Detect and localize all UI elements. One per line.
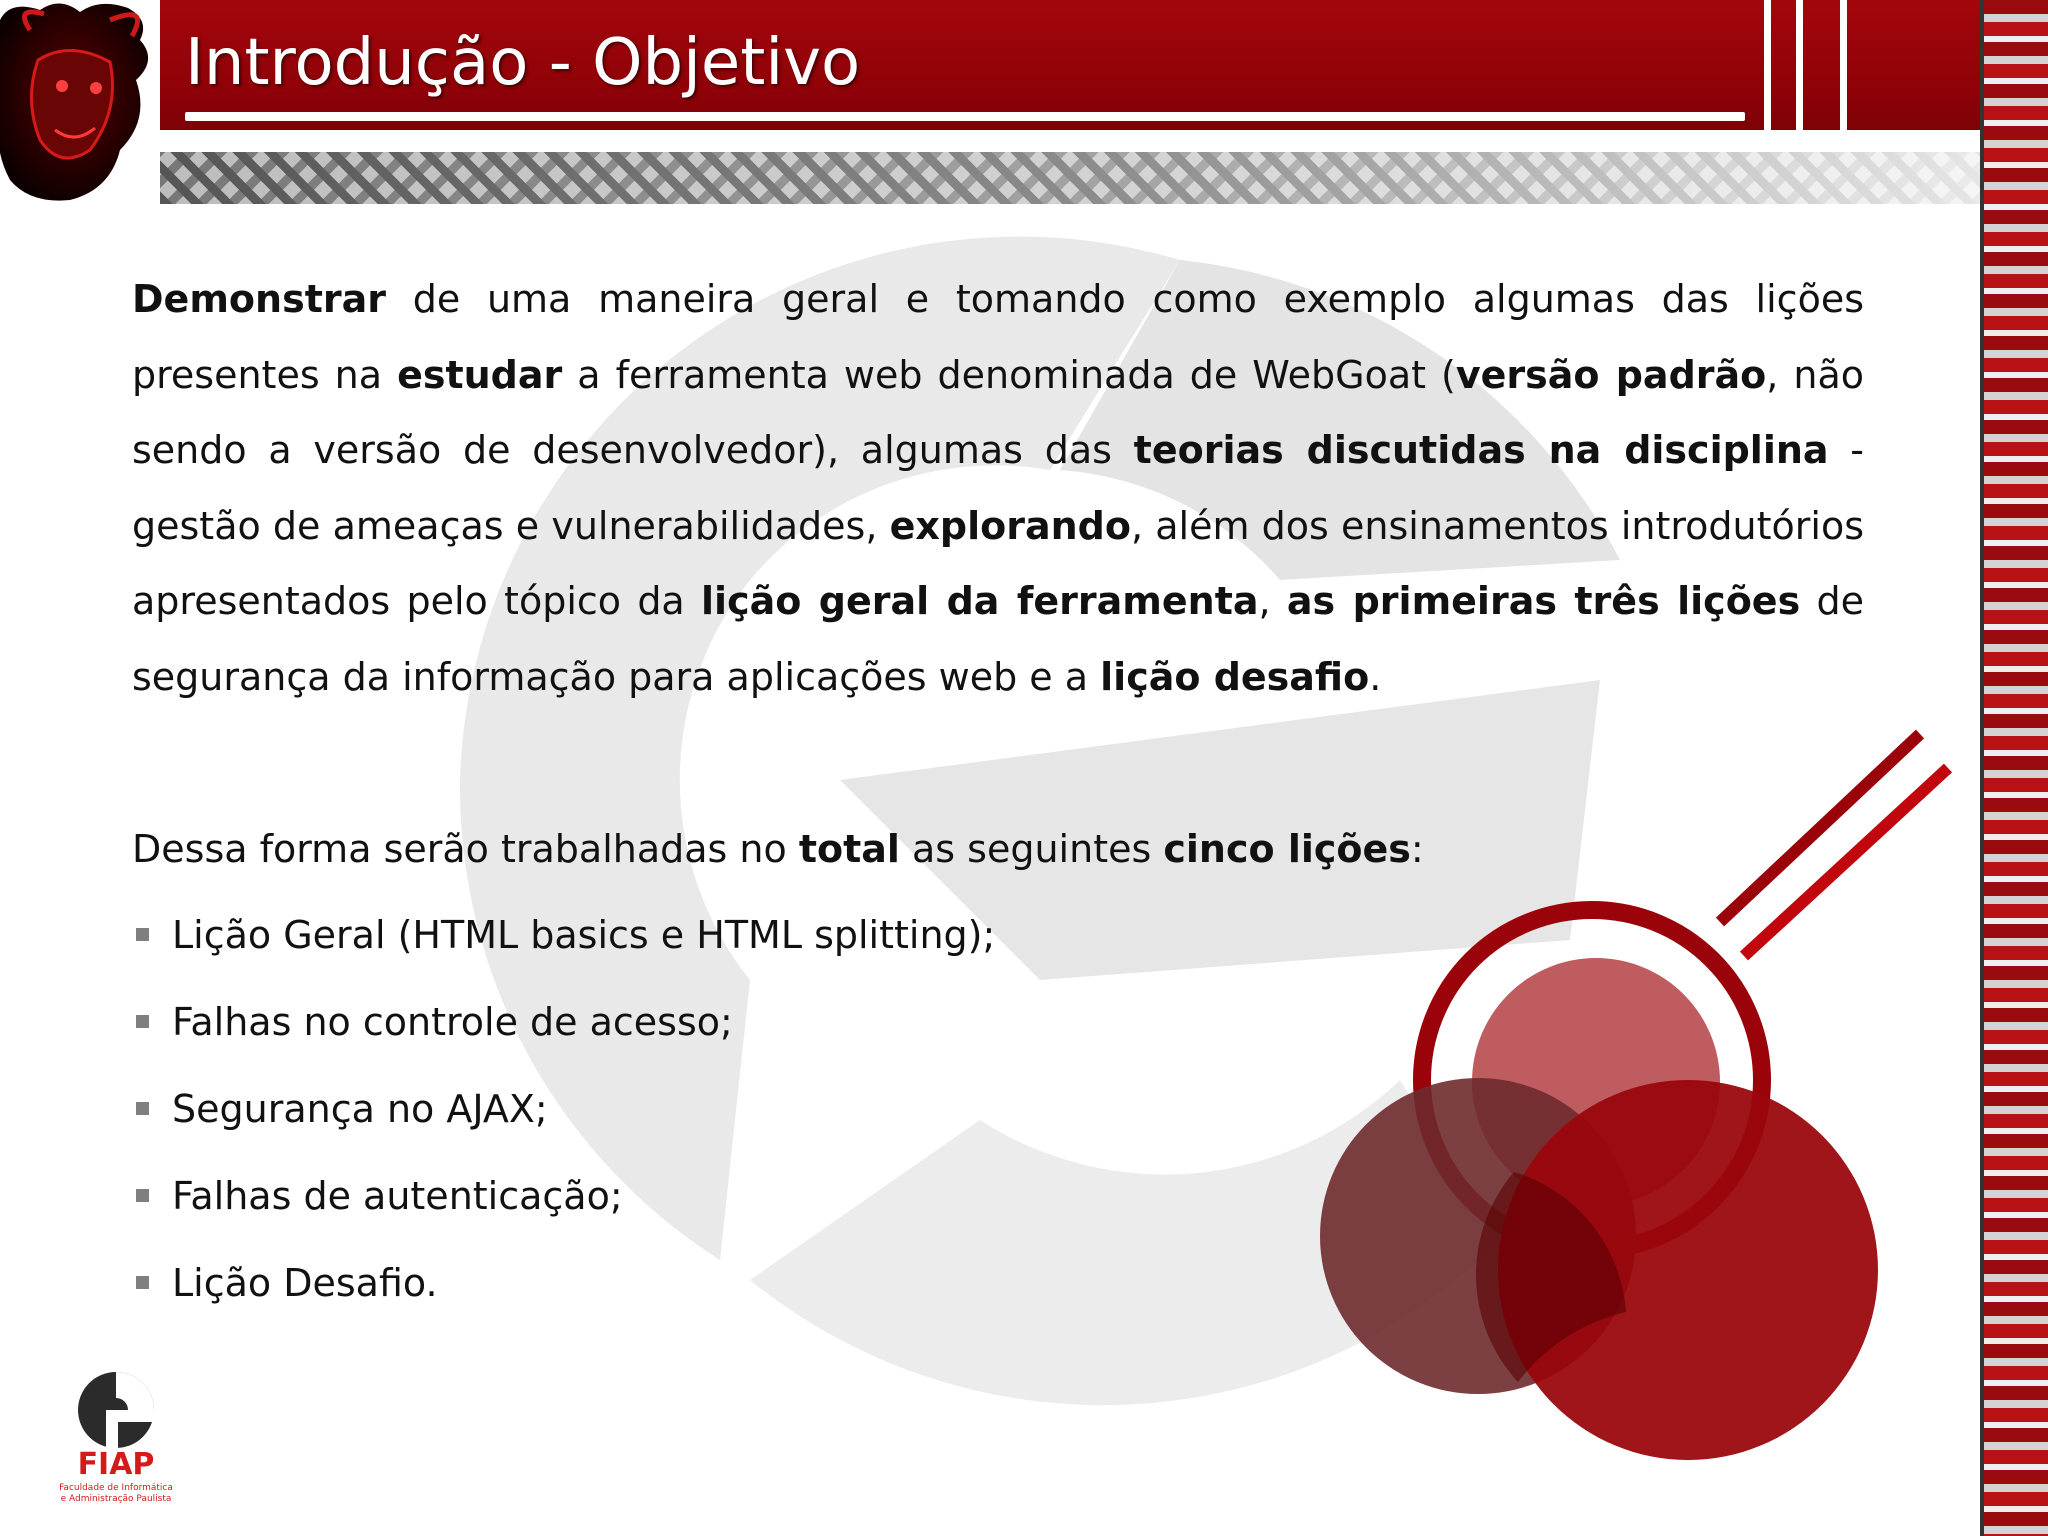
summary-text-run: Dessa forma serão trabalhadas no	[132, 827, 799, 871]
right-border-line	[1980, 0, 1984, 1536]
square-bullet-icon	[136, 1102, 149, 1115]
intro-text-run: de segurança da informação para aplicações web e a	[132, 579, 1864, 699]
intro-text-run: a ferramenta web denominada de WebGoat (	[562, 352, 1456, 397]
list-item	[132, 898, 995, 985]
list-item	[132, 1159, 995, 1246]
header-divider	[1764, 0, 1771, 130]
intro-text-run: ,	[1258, 579, 1287, 623]
summary-bold-run: total	[798, 827, 900, 871]
lesson-label: Falhas de autenticação;	[172, 1174, 623, 1218]
intro-paragraph	[132, 262, 1864, 715]
square-bullet-icon	[136, 1276, 149, 1289]
lesson-list	[132, 898, 995, 1333]
square-bullet-icon	[136, 928, 149, 941]
page-title: Introdução - Objetivo	[185, 26, 861, 100]
intro-bold-run: as primeiras três lições	[1286, 579, 1801, 623]
lesson-label: Lição Geral (HTML basics e HTML splitting);	[172, 913, 996, 957]
intro-bold-run: lição geral da ferramenta	[701, 579, 1259, 623]
list-item	[132, 985, 995, 1072]
summary-bold-run: cinco lições	[1163, 827, 1411, 871]
header-divider	[1796, 0, 1803, 130]
intro-bold-run: explorando	[889, 503, 1131, 548]
goat-logo-icon	[0, 0, 160, 204]
list-item	[132, 1246, 995, 1333]
intro-bold-run: versão padrão	[1455, 352, 1767, 397]
intro-bold-run: lição desafio	[1100, 654, 1370, 699]
summary-text-run: :	[1410, 827, 1424, 871]
intro-text-run: , não sendo a versão de desenvolvedor), algumas das	[132, 352, 1864, 472]
lesson-label: Falhas no controle de acesso;	[172, 1000, 733, 1044]
intro-text-run: , além dos ensinamentos introdutórios apresentados pelo tópico da	[132, 503, 1865, 623]
lesson-label: Lição Desafio.	[172, 1261, 438, 1305]
square-bullet-icon	[136, 1015, 149, 1028]
header-pattern-fade	[160, 152, 1980, 204]
lesson-label: Segurança no AJAX;	[172, 1087, 548, 1131]
list-item	[132, 1072, 995, 1159]
fiap-logo-icon	[36, 1370, 196, 1506]
intro-text-run: .	[1369, 654, 1382, 699]
intro-bold-run: estudar	[397, 352, 563, 397]
intro-text-run: - gestão de ameaças e vulnerabilidades,	[132, 428, 1865, 548]
intro-bold-run: Demonstrar	[132, 277, 386, 321]
intro-text-run: de uma maneira geral e tomando como exemplo algumas das lições presentes na	[132, 277, 1864, 397]
fiap-logo-subtitle: e Administração Paulista	[60, 1494, 172, 1504]
lessons-summary	[132, 812, 1424, 887]
decorative-circles-icon	[1280, 720, 1980, 1480]
fiap-logo-subtitle: Faculdade de Informática	[59, 1483, 173, 1493]
intro-bold-run: teorias discutidas na disciplina	[1133, 428, 1829, 472]
right-decorative-border	[1980, 0, 2048, 1536]
square-bullet-icon	[136, 1189, 149, 1202]
title-underline	[185, 112, 1745, 121]
summary-text-run: as seguintes	[899, 827, 1164, 871]
fiap-logo-text: FIAP	[77, 1447, 155, 1482]
header-divider	[1840, 0, 1847, 130]
